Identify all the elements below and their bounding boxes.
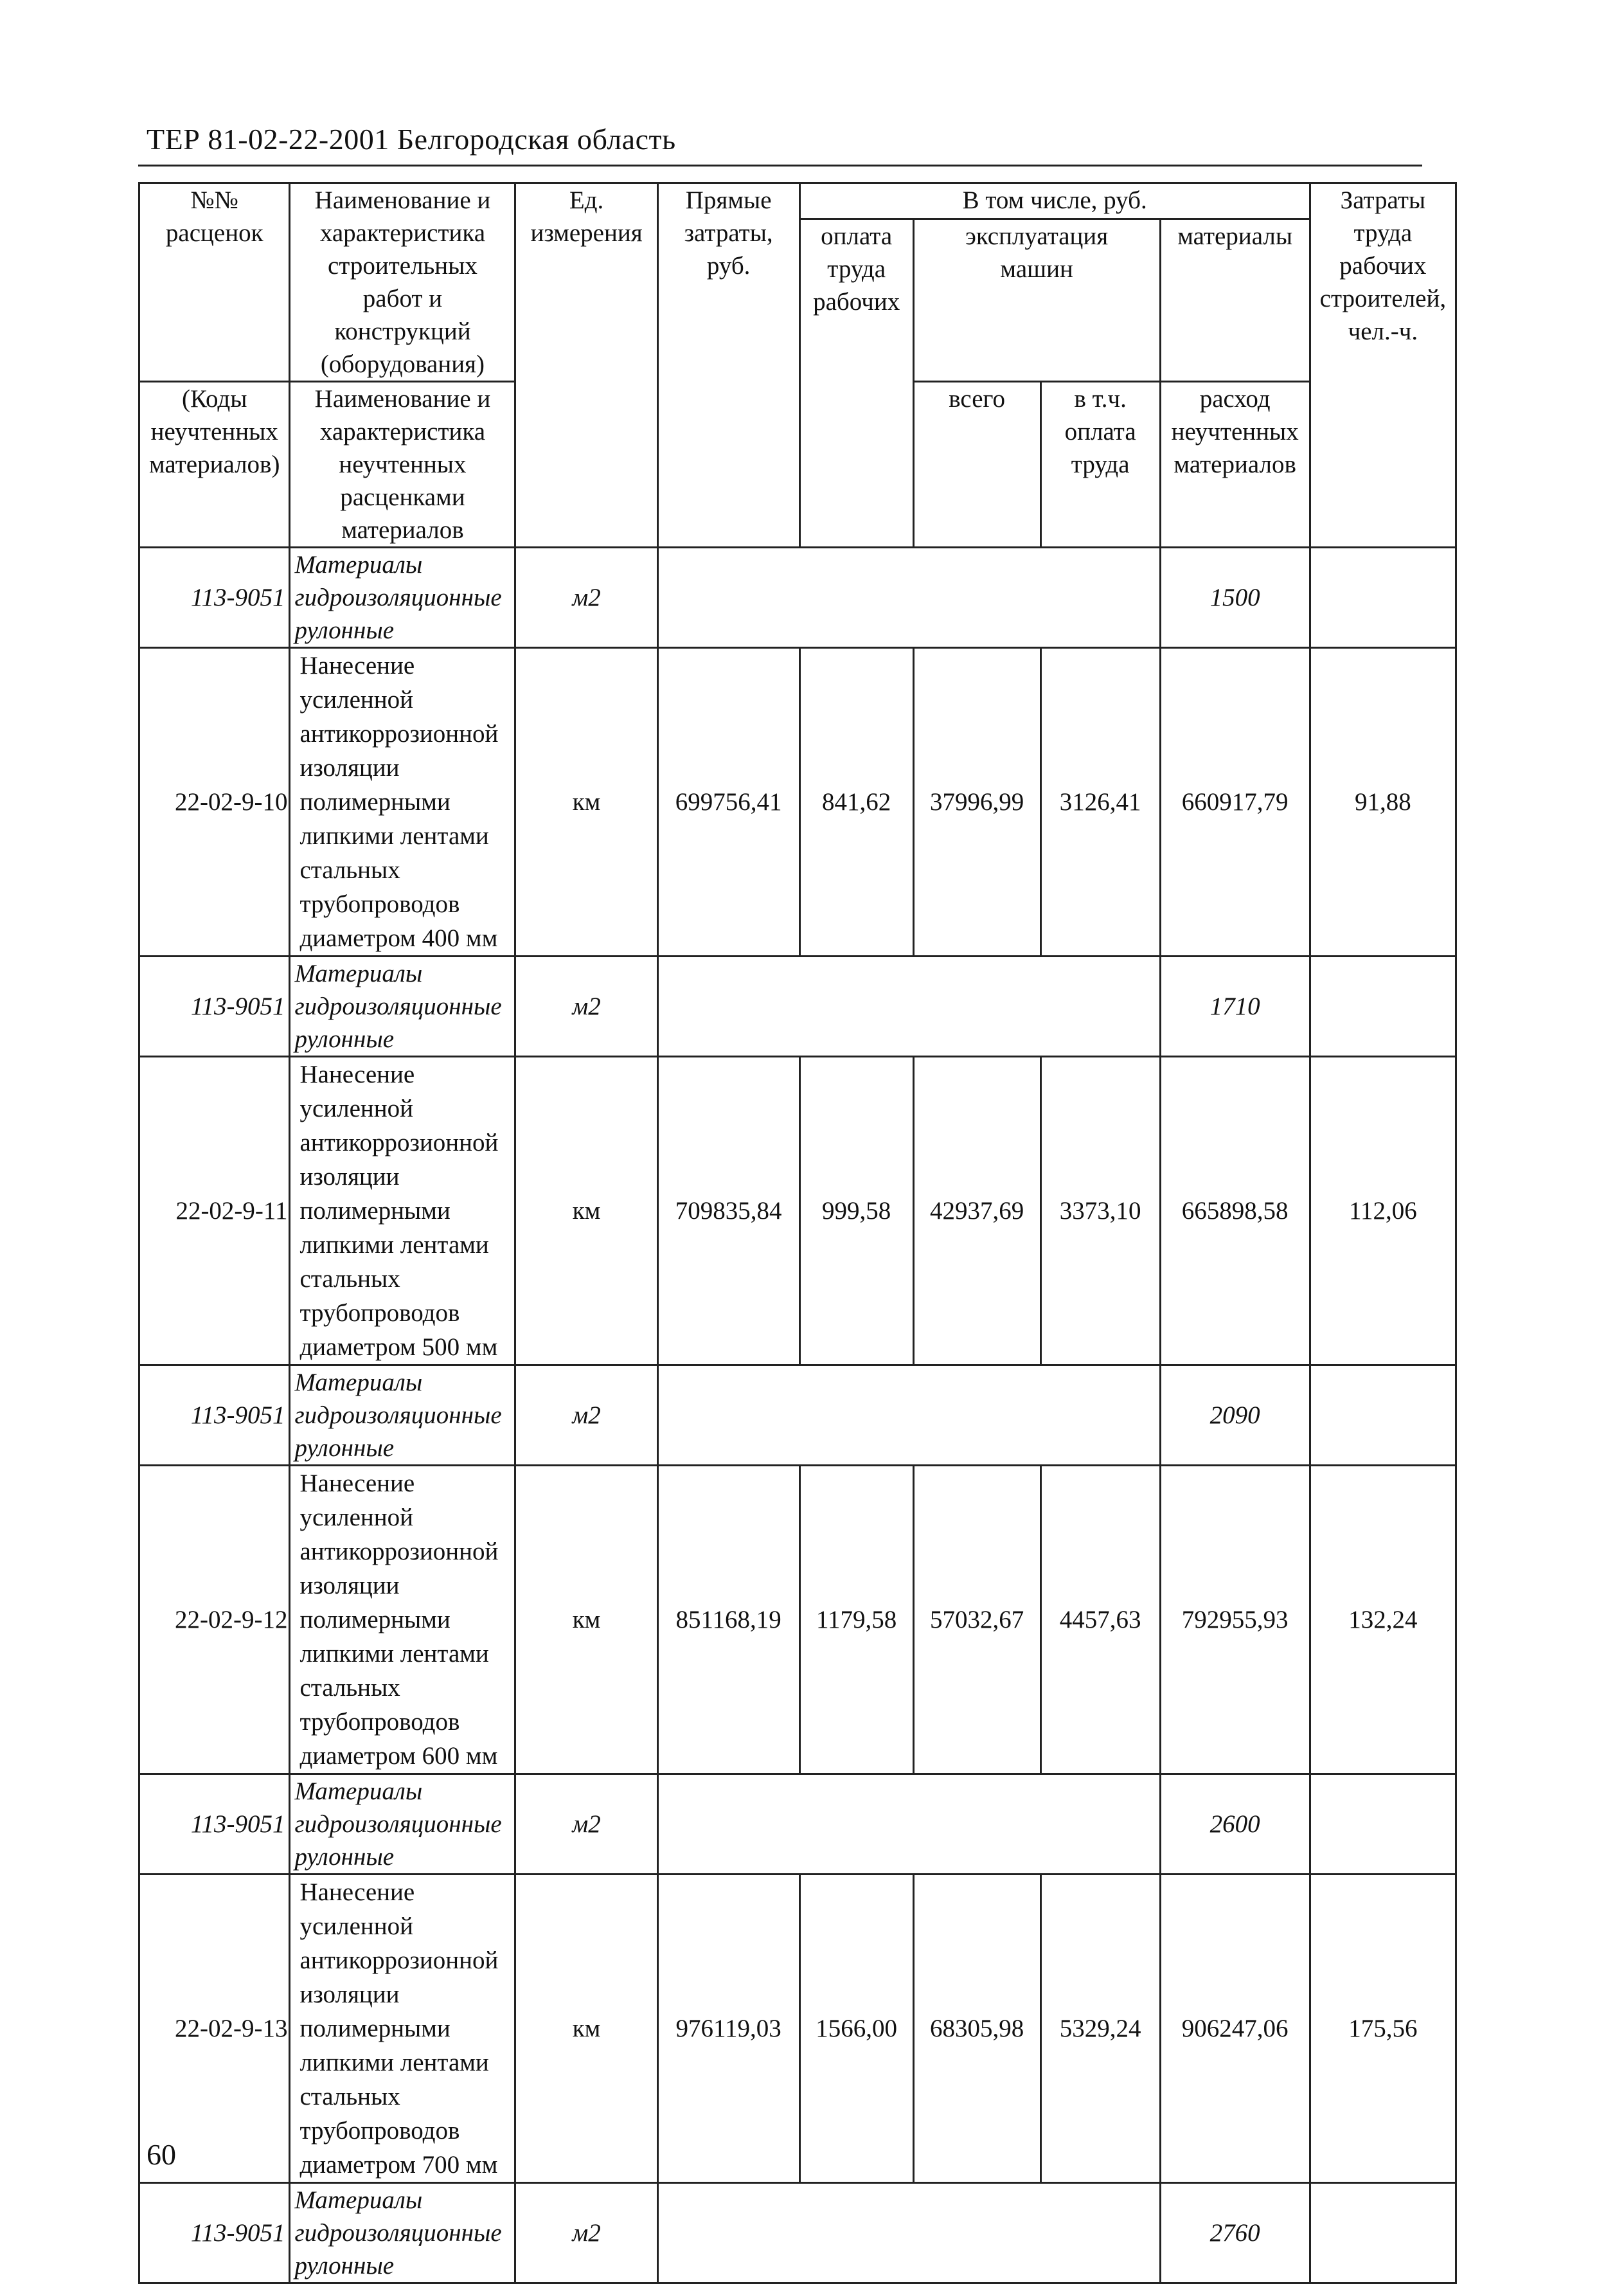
labor-pay: 841,62: [799, 648, 913, 957]
material-name: Материалы гидроизоляционные рулонные: [290, 957, 515, 1057]
material-empty-labor: [1310, 957, 1456, 1057]
materials-cost: 660917,79: [1160, 648, 1310, 957]
material-name: Материалы гидроизоляционные рулонные: [290, 1774, 515, 1875]
material-unit: м2: [515, 957, 657, 1057]
header-cell-unit: Ед. измерения: [515, 183, 657, 548]
header-cell-including: В том числе, руб.: [799, 183, 1310, 219]
material-row: [139, 957, 1456, 1057]
machines-total: 37996,99: [913, 648, 1040, 957]
material-quantity: 1500: [1160, 548, 1310, 648]
header-cell-mat-use: расход неучтенных материалов: [1160, 382, 1310, 548]
work-description: Нанесение усиленной антикоррозионной изоляции полимерными липкими лентами стальных трубопроводов диаметром 400 мм: [290, 648, 515, 957]
work-row: [139, 648, 1456, 957]
machines-total: 42937,69: [913, 1057, 1040, 1365]
header-cell-codes: (Коды неучтенных материалов): [139, 382, 290, 548]
machines-labor-pay: 3126,41: [1040, 648, 1160, 957]
labor-hours: 91,88: [1310, 648, 1456, 957]
work-row: [139, 1057, 1456, 1365]
header-cell-no: №№ расценок: [139, 183, 290, 382]
labor-pay: 1566,00: [799, 1875, 913, 2183]
rates-table: [138, 182, 1457, 2284]
rate-code: 22-02-9-12: [139, 1466, 290, 1774]
material-empty-labor: [1310, 548, 1456, 648]
materials-cost: 792955,93: [1160, 1466, 1310, 1774]
work-row: [139, 1875, 1456, 2183]
material-blank-cell: [657, 1774, 1160, 1875]
work-unit: км: [515, 1466, 657, 1774]
machines-total: 57032,67: [913, 1466, 1040, 1774]
direct-cost: 976119,03: [657, 1875, 799, 2183]
direct-cost: 699756,41: [657, 648, 799, 957]
labor-hours: 112,06: [1310, 1057, 1456, 1365]
material-unit: м2: [515, 1365, 657, 1466]
header-cell-mach-total: всего: [913, 382, 1040, 548]
rate-code: 22-02-9-11: [139, 1057, 290, 1365]
header-cell-materials: материалы: [1160, 219, 1310, 382]
rate-code: 22-02-9-10: [139, 648, 290, 957]
page-header-title: ТЕР 81-02-22-2001 Белгородская область: [147, 123, 676, 156]
materials-cost: 906247,06: [1160, 1875, 1310, 2183]
header-rule: [138, 165, 1422, 166]
machines-labor-pay: 4457,63: [1040, 1466, 1160, 1774]
labor-hours: 175,56: [1310, 1875, 1456, 2183]
material-empty-labor: [1310, 1365, 1456, 1466]
work-description: Нанесение усиленной антикоррозионной изоляции полимерными липкими лентами стальных трубопроводов диаметром 700 мм: [290, 1875, 515, 2183]
material-quantity: 2600: [1160, 1774, 1310, 1875]
machines-labor-pay: 3373,10: [1040, 1057, 1160, 1365]
work-description: Нанесение усиленной антикоррозионной изоляции полимерными липкими лентами стальных трубопроводов диаметром 600 мм: [290, 1466, 515, 1774]
header-cell-labor-pay: оплата труда рабочих: [799, 219, 913, 548]
material-blank-cell: [657, 1365, 1160, 1466]
header-row-1: [139, 183, 1456, 219]
direct-cost: 851168,19: [657, 1466, 799, 1774]
header-cell-direct: Прямые затраты, руб.: [657, 183, 799, 548]
machines-total: 68305,98: [913, 1875, 1040, 2183]
material-blank-cell: [657, 957, 1160, 1057]
material-name: Материалы гидроизоляционные рулонные: [290, 2183, 515, 2283]
material-code: 113-9051: [139, 1365, 290, 1466]
material-blank-cell: [657, 548, 1160, 648]
material-empty-labor: [1310, 1774, 1456, 1875]
material-row: [139, 2183, 1456, 2283]
work-unit: км: [515, 1057, 657, 1365]
labor-hours: 132,24: [1310, 1466, 1456, 1774]
material-quantity: 2760: [1160, 2183, 1310, 2283]
header-cell-mach-incl: в т.ч. оплата труда: [1040, 382, 1160, 548]
material-quantity: 1710: [1160, 957, 1310, 1057]
material-unit: м2: [515, 2183, 657, 2283]
header-cell-mat-name: Наименование и характеристика неучтенных расценками материалов: [290, 382, 515, 548]
material-name: Материалы гидроизоляционные рулонные: [290, 548, 515, 648]
header-cell-labor-cost: Затраты труда рабочих строителей, чел.-ч.: [1310, 183, 1456, 548]
labor-pay: 1179,58: [799, 1466, 913, 1774]
material-blank-cell: [657, 2183, 1160, 2283]
material-quantity: 2090: [1160, 1365, 1310, 1466]
material-empty-labor: [1310, 2183, 1456, 2283]
work-unit: км: [515, 1875, 657, 2183]
material-unit: м2: [515, 548, 657, 648]
labor-pay: 999,58: [799, 1057, 913, 1365]
machines-labor-pay: 5329,24: [1040, 1875, 1160, 2183]
work-unit: км: [515, 648, 657, 957]
material-row: [139, 1365, 1456, 1466]
direct-cost: 709835,84: [657, 1057, 799, 1365]
header-cell-machines: эксплуатация машин: [913, 219, 1160, 382]
material-code: 113-9051: [139, 2183, 290, 2283]
material-code: 113-9051: [139, 957, 290, 1057]
rate-code: 22-02-9-13: [139, 1875, 290, 2183]
page-number: 60: [147, 2138, 176, 2171]
material-code: 113-9051: [139, 1774, 290, 1875]
material-row: [139, 1774, 1456, 1875]
material-code: 113-9051: [139, 548, 290, 648]
material-name: Материалы гидроизоляционные рулонные: [290, 1365, 515, 1466]
work-description: Нанесение усиленной антикоррозионной изоляции полимерными липкими лентами стальных трубопроводов диаметром 500 мм: [290, 1057, 515, 1365]
materials-cost: 665898,58: [1160, 1057, 1310, 1365]
material-row: [139, 548, 1456, 648]
work-row: [139, 1466, 1456, 1774]
material-unit: м2: [515, 1774, 657, 1875]
header-cell-name: Наименование и характеристика строительных работ и конструкций (оборудования): [290, 183, 515, 382]
